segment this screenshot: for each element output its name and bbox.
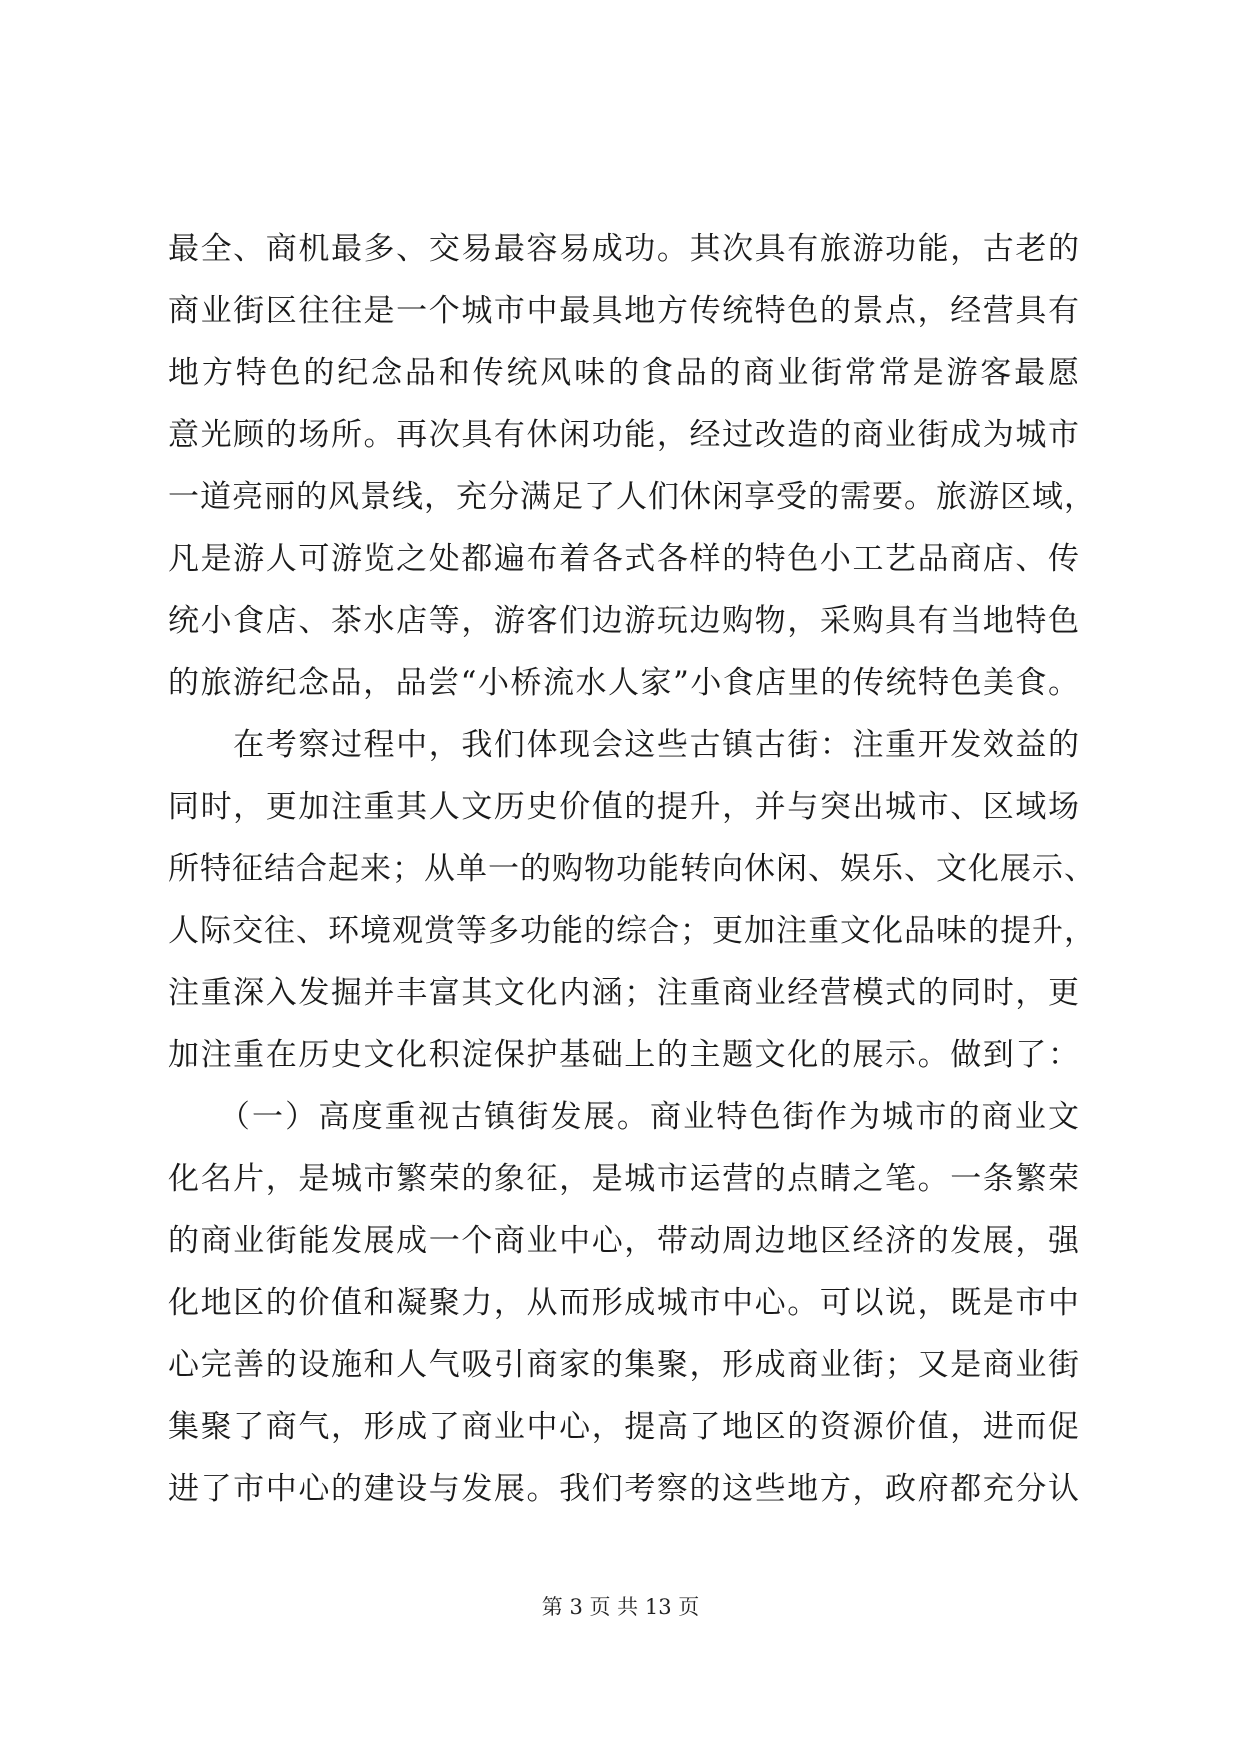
page-number-footer: 第 3 页 共 13 页 bbox=[541, 1595, 700, 1619]
text-line: 加注重在历史文化积淀保护基础上的主题文化的展示。做到了： bbox=[168, 1037, 1080, 1073]
text-line: 最全、商机最多、交易最容易成功。其次具有旅游功能，古老的 bbox=[168, 231, 1080, 267]
text-line: 注重深入发掘并丰富其文化内涵；注重商业经营模式的同时，更 bbox=[168, 975, 1080, 1011]
text-line: 的商业街能发展成一个商业中心，带动周边地区经济的发展，强 bbox=[168, 1223, 1080, 1259]
text-line: 商业街区往往是一个城市中最具地方传统特色的景点，经营具有 bbox=[168, 293, 1080, 329]
text-line: 地方特色的纪念品和传统风味的食品的商业街常常是游客最愿 bbox=[168, 355, 1080, 391]
text-line: 统小食店、茶水店等，游客们边游玩边购物，采购具有当地特色 bbox=[168, 603, 1080, 639]
text-line: 在考察过程中，我们体现会这些古镇古街：注重开发效益的 bbox=[168, 727, 1080, 763]
text-line: 进了市中心的建设与发展。我们考察的这些地方，政府都充分认 bbox=[168, 1471, 1080, 1507]
text-line: 一道亮丽的风景线，充分满足了人们休闲享受的需要。旅游区域， bbox=[168, 479, 1096, 515]
text-line: 同时，更加注重其人文历史价值的提升，并与突出城市、区域场 bbox=[168, 789, 1080, 825]
text-line: （一）高度重视古镇街发展。商业特色街作为城市的商业文 bbox=[168, 1099, 1080, 1135]
text-line: 化地区的价值和凝聚力，从而形成城市中心。可以说，既是市中 bbox=[168, 1285, 1080, 1321]
text-line: 人际交往、环境观赏等多功能的综合；更加注重文化品味的提升， bbox=[168, 913, 1096, 949]
body-text bbox=[168, 218, 1096, 1520]
text-line: 的旅游纪念品，品尝“小桥流水人家”小食店里的传统特色美食。 bbox=[168, 665, 1080, 701]
text-line: 凡是游人可游览之处都遍布着各式各样的特色小工艺品商店、传 bbox=[168, 541, 1080, 577]
text-line: 心完善的设施和人气吸引商家的集聚，形成商业街；又是商业街 bbox=[168, 1347, 1080, 1383]
text-line: 集聚了商气，形成了商业中心，提高了地区的资源价值，进而促 bbox=[168, 1409, 1080, 1445]
text-line: 所特征结合起来；从单一的购物功能转向休闲、娱乐、文化展示、 bbox=[168, 851, 1096, 887]
text-line: 意光顾的场所。再次具有休闲功能，经过改造的商业街成为城市 bbox=[168, 417, 1080, 453]
text-line: 化名片，是城市繁荣的象征，是城市运营的点睛之笔。一条繁荣 bbox=[168, 1161, 1080, 1197]
